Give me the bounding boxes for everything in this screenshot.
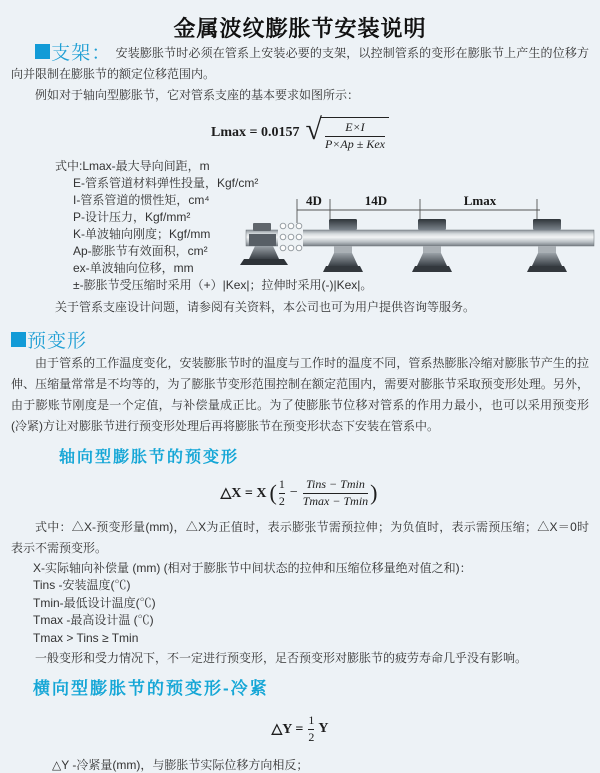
bellows-icon	[278, 223, 303, 253]
formula-where-intro: 式中:Lmax-最大导向间距，m	[55, 159, 210, 174]
half-numerator: 1	[278, 477, 285, 492]
minus-sign: −	[289, 485, 298, 501]
temp-fraction-numerator: Tins − Tmin	[306, 477, 365, 492]
definition-item: Ap-膨胀节有效面积，cm²	[73, 244, 208, 259]
half-denominator: 2	[278, 493, 285, 508]
temp-definition: Tmax > Tins ≥ Tmin	[33, 630, 139, 645]
open-paren: (	[269, 480, 277, 506]
lmax-formula-lhs: Lmax = 0.0157	[211, 125, 300, 141]
section-square-icon	[35, 44, 50, 59]
definition-item: ±-膨胀节受压缩时采用（+）|Kex|；拉伸时采用(-)|Kex|。	[73, 278, 373, 293]
definition-item: P-设计压力，Kgf/mm²	[73, 210, 191, 225]
lateral-subsection-heading: 横向型膨胀节的预变形-冷紧	[33, 679, 269, 699]
axial-note-line: 一般变形和受力情况下，不一定进行预变形，足否预变形对膨胀节的疲劳寿命几乎没有影响。	[35, 651, 528, 666]
definition-item: I-管系管道的惯性矩，cm⁴	[73, 193, 210, 208]
page-title: 金属波纹膨胀节安装说明	[173, 16, 427, 41]
support-intro-paragraph	[11, 43, 589, 85]
pipe-support-diagram	[240, 190, 596, 292]
dy-formula-rhs: Y	[318, 721, 329, 737]
support-note: 关于管系支座设计问题，请参阅有关资料，本公司也可为用户提供咨询等服务。	[55, 300, 476, 315]
definition-item: E-管系管道材料弹性投量，Kgf/cm²	[73, 176, 259, 191]
predeform-section-heading: 预变形	[27, 331, 88, 353]
definition-item: K-单波轴向刚度；Kgf/mm	[73, 227, 211, 242]
section-square-icon	[11, 332, 26, 347]
radical-sign-icon: √	[305, 113, 322, 146]
dy-note-line: △Y -冷紧量(mm)，与膨胀节实际位移方向相反；	[52, 757, 309, 772]
definition-item: ex-单波轴向位移，mm	[73, 261, 194, 276]
temp-fraction-denominator: Tmax − Tmin	[302, 493, 369, 508]
lmax-formula-denominator: P×Ap ± Kex	[324, 136, 385, 151]
dim-label-lmax: Lmax	[463, 193, 497, 208]
lateral-predeform-formula	[11, 713, 589, 745]
temp-definition: Tmin-最低设计温度(℃)	[33, 595, 156, 610]
close-paren: )	[370, 480, 378, 506]
temp-definition: Tins -安装温度(℃)	[33, 578, 131, 593]
x-definition-line: X-实际轴向补偿量 (mm) (相对于膨胀节中间状态的拉伸和压缩位移量绝对值之和)：	[33, 561, 472, 576]
axial-subsection-heading: 轴向型膨胀节的预变形	[59, 449, 240, 467]
lmax-formula-numerator: E×I	[345, 120, 365, 134]
dim-label-14d: 14D	[364, 193, 388, 208]
lmax-formula	[11, 114, 589, 152]
dy-formula-lhs: △Y =	[271, 721, 304, 737]
dy-half-denominator: 2	[308, 729, 315, 744]
dy-half-numerator: 1	[308, 713, 315, 728]
sqrt-radical	[306, 114, 389, 152]
temp-definition: Tmax -最高设计温 (℃)	[33, 613, 154, 628]
axial-predeform-formula	[11, 477, 589, 509]
axial-where-paragraph: 式中：△X-预变形量(mm)，△X为正值时，表示膨张节需预拉伸；为负值时，表示需预压缩；△X＝0时表示不需预变形。	[11, 520, 589, 556]
support-example-line: 例如对于轴向型膨胀节，它对管系支座的基本要求如图所示：	[35, 88, 360, 102]
predeform-paragraph: 由于管系的工作温度变化，安装膨胀节时的温度与工作时的温度不同，管系热膨胀冷缩对膨胀节产生的拉伸、压缩量常常是不均等的，为了膨胀节变形范围控制在额定范围内，需要对膨胀节采取预变形处理。另外，由于膨账节刚度是一个定值，与补偿量成正比。为了使膨胀节位移对管系的作用力最小，也可以采用预变形(冷紧)方让对膨胀节进行预变形处理后再将膨胀节在预变形状态下安装在管系中。	[11, 356, 589, 434]
support-section-heading: 支架：	[51, 43, 112, 64]
support-intro-text: 安装膨胀节时必须在管系上安装必要的支架，以控制管系的变形在膨胀节上产生的位移方向并限制在膨胀节的额定位移范围内。	[11, 46, 589, 81]
temperature-definition-list	[33, 577, 589, 647]
predeform-section-heading-row	[11, 330, 589, 353]
dx-formula-lhs: △X = X	[220, 485, 267, 501]
dim-label-4d: 4D	[306, 193, 322, 208]
